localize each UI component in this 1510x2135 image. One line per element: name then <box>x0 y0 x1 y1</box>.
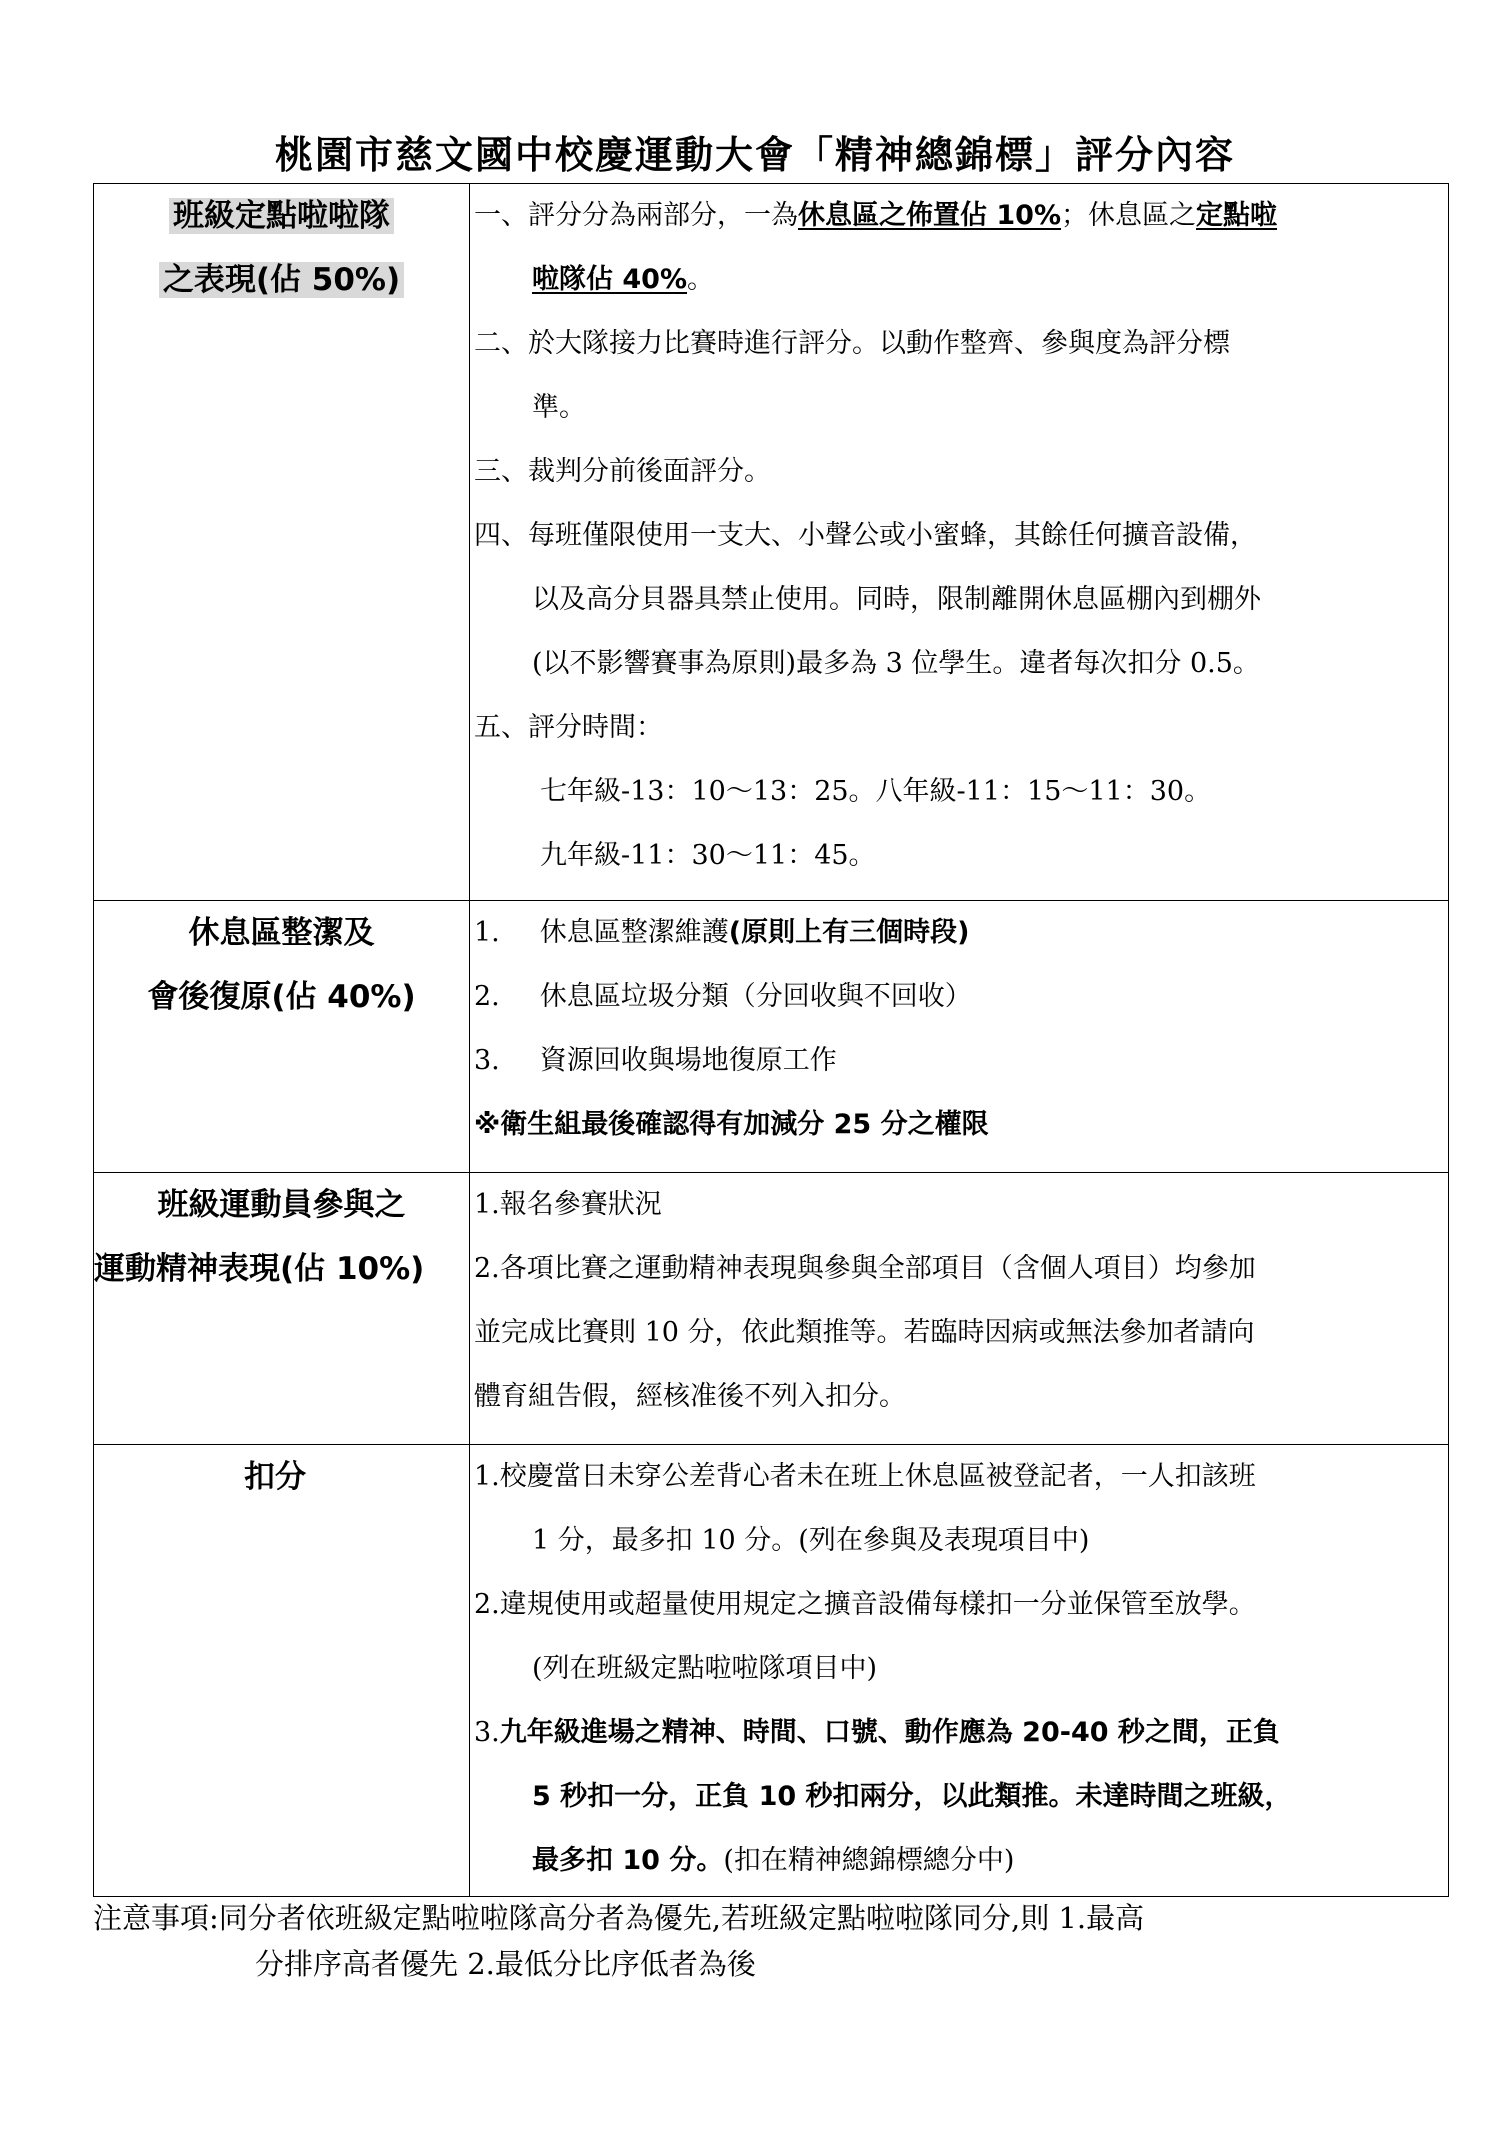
list-item: 1.報名參賽狀況 <box>474 1189 662 1220</box>
emphasis-text: 定點啦 <box>1196 200 1278 231</box>
list-item: 2.各項比賽之運動精神表現與參與全部項目（含個人項目）均參加 <box>474 1253 1256 1284</box>
scoring-table <box>93 183 1449 1897</box>
list-item: 3. 資源回收與場地復原工作 <box>474 1045 837 1076</box>
category-label: 休息區整潔及 <box>188 915 375 951</box>
category-cell <box>94 184 470 901</box>
list-item: 二、於大隊接力比賽時進行評分。以動作整齊、參與度為評分標 <box>474 328 1230 359</box>
list-item: 五、評分時間： <box>474 712 663 743</box>
list-item: ※衛生組最後確認得有加減分 25 分之權限 <box>474 1109 989 1140</box>
category-label: 扣分 <box>244 1459 306 1495</box>
list-item: 準。 <box>532 392 586 423</box>
list-item: 1.校慶當日未穿公差背心者未在班上休息區被登記者，一人扣該班 <box>474 1461 1256 1492</box>
list-item: 2.違規使用或超量使用規定之擴音設備每樣扣一分並保管至放學。 <box>474 1589 1256 1620</box>
list-item: (列在班級定點啦啦隊項目中) <box>532 1653 878 1684</box>
list-item: 並完成比賽則 10 分，依此類推等。若臨時因病或無法參加者請向 <box>474 1317 1255 1348</box>
category-label: 會後復原(佔 40%) <box>147 979 416 1015</box>
criteria-cell <box>470 1173 1449 1445</box>
list-item: 九年級-11：30～11：45。 <box>540 840 876 871</box>
category-cell <box>94 1173 470 1445</box>
list-item: 2. 休息區垃圾分類（分回收與不回收） <box>474 981 972 1012</box>
list-item: 一、評分分為兩部分，一為休息區之佈置佔 10%；休息區之定點啦 <box>474 200 1278 231</box>
page-title: 桃園市慈文國中校慶運動大會「精神總錦標」評分內容 <box>274 133 1235 177</box>
note-line: 注意事項:同分者依班級定點啦啦隊高分者為優先,若班級定點啦啦隊同分,則 1.最高 <box>93 1901 1145 1935</box>
category-label: 班級運動員參與之 <box>157 1187 406 1223</box>
list-item: 5 秒扣一分，正負 10 秒扣兩分，以此類推。未達時間之班級， <box>532 1781 1292 1812</box>
category-label: 之表現(佔 50%) <box>159 262 404 298</box>
notes <box>93 1895 1453 1987</box>
note-line: 分排序高者優先 2.最低分比序低者為後 <box>255 1947 756 1981</box>
list-item: 以及高分貝器具禁止使用。同時，限制離開休息區棚內到棚外 <box>532 584 1261 615</box>
table-row <box>94 1445 1449 1897</box>
emphasis-text: 最多扣 10 分。 <box>532 1845 724 1876</box>
criteria-cell <box>470 184 1449 901</box>
list-item: 三、裁判分前後面評分。 <box>474 456 771 487</box>
list-item: 體育組告假，經核准後不列入扣分。 <box>474 1381 906 1412</box>
emphasis-text: 啦隊佔 40% <box>532 264 688 295</box>
table-row <box>94 184 1449 901</box>
list-item: 七年級-13：10～13：25。八年級-11：15～11：30。 <box>540 776 1212 807</box>
category-label: 班級定點啦啦隊 <box>169 198 394 234</box>
criteria-cell <box>470 1445 1449 1897</box>
list-item: 啦隊佔 40%。 <box>532 264 715 295</box>
list-item: (以不影響賽事為原則)最多為 3 位學生。違者每次扣分 0.5。 <box>532 648 1260 679</box>
list-item: 3.九年級進場之精神、時間、口號、動作應為 20-40 秒之間，正負 <box>474 1717 1280 1748</box>
category-label: 運動精神表現(佔 10%) <box>94 1251 425 1287</box>
list-item: 最多扣 10 分。(扣在精神總錦標總分中) <box>532 1845 1015 1876</box>
table-row <box>94 1173 1449 1445</box>
criteria-cell <box>470 901 1449 1173</box>
table-row <box>94 901 1449 1173</box>
list-item: 1 分，最多扣 10 分。(列在參與及表現項目中) <box>532 1525 1090 1556</box>
list-item: 1. 休息區整潔維護(原則上有三個時段) <box>474 917 970 948</box>
emphasis-text: 休息區之佈置佔 10% <box>798 200 1062 231</box>
emphasis-text: (原則上有三個時段) <box>728 917 970 948</box>
list-item: 四、每班僅限使用一支大、小聲公或小蜜蜂，其餘任何擴音設備， <box>474 520 1257 551</box>
category-cell <box>94 901 470 1173</box>
category-cell <box>94 1445 470 1897</box>
emphasis-text: 九年級進場之精神、時間、口號、動作應為 20-40 秒之間，正負 <box>499 1717 1280 1748</box>
